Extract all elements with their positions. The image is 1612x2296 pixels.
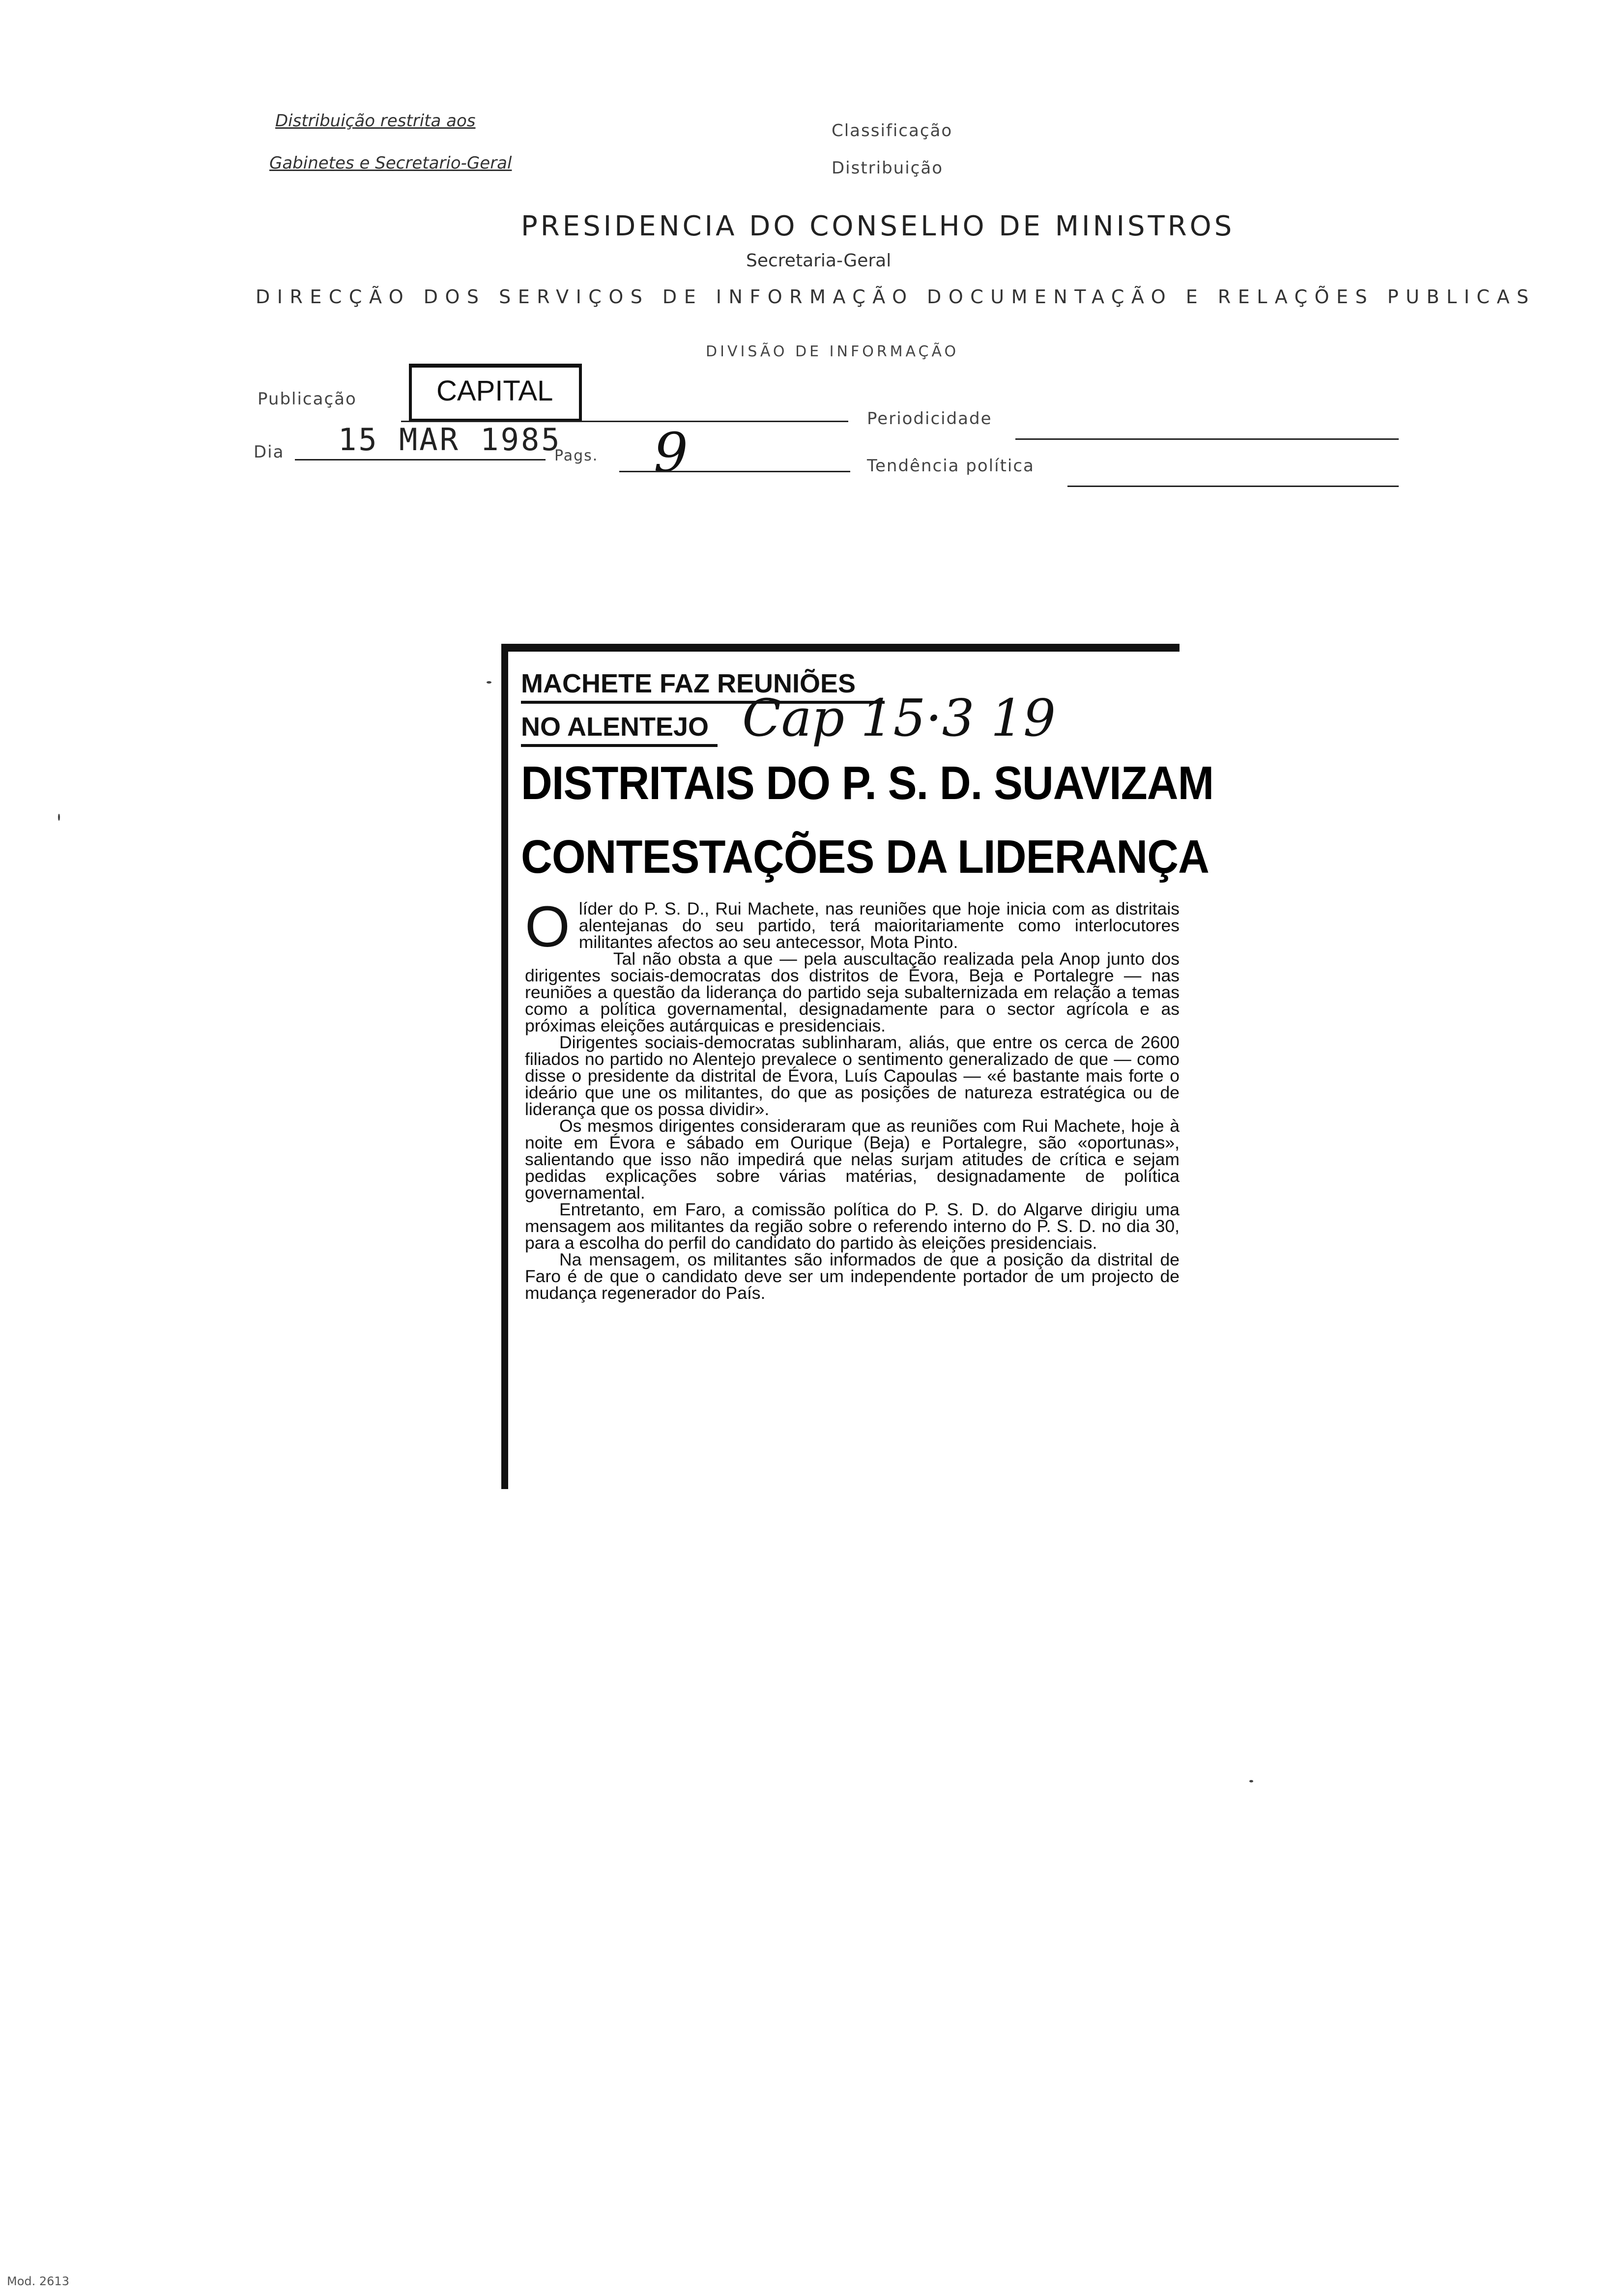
distribution-restricted-line: Distribuição restrita aos [275, 111, 476, 131]
article-paragraph: Tal não obsta a que — pela auscultação realizada pela Anop junto dos dirigentes sociais-democratas dos distritos de Évora, Beja e Portalegre — nas reuniões a questão da liderança do partido seja subalternizada em relação a temas como a política governamental, designadamente para o sector agrícola e as próximas eleições autárquicas e presidenciais. [525, 949, 1180, 1035]
dia-rule [295, 459, 546, 460]
publicacao-label: Publicação [258, 389, 357, 409]
article-headline-line2: CONTESTAÇÕES DA LIDERANÇA [521, 831, 1209, 883]
article-paragraph: Olíder do P. S. D., Rui Machete, nas reuniões que hoje inicia com as distritais alentejanas do seu partido, terá maioritariamente como interlocutores militantes afectos ao seu antecessor, Mota Pinto. [525, 894, 1180, 959]
article-body [525, 894, 1180, 1303]
periodicidade-rule [1015, 438, 1399, 440]
classification-label: Classificação [832, 121, 953, 141]
scan-speck [58, 814, 60, 821]
dropcap: O [525, 894, 570, 959]
form-code: Mod. 2613 [7, 2274, 69, 2288]
tendencia-label: Tendência política [867, 456, 1035, 476]
tendencia-rule [1067, 486, 1399, 487]
pags-value: 9 [654, 421, 688, 484]
publicacao-value: CAPITAL [436, 375, 553, 407]
handwritten-note: Cap 15·3 19 [742, 688, 1056, 748]
dia-label: Dia [254, 442, 285, 462]
dia-value: 15 MAR 1985 [338, 422, 562, 458]
article-headline-line1: DISTRITAIS DO P. S. D. SUAVIZAM [521, 757, 1214, 809]
article-kicker-line2: NO ALENTEJO [521, 712, 709, 742]
secretaria-geral-label: Secretaria-Geral [746, 251, 892, 271]
periodicidade-label: Periodicidade [867, 409, 992, 429]
pags-rule [619, 471, 850, 472]
article-paragraph: Dirigentes sociais-democratas sublinharam, aliás, que entre os cerca de 2600 filiados no partido no Alentejo prevalece o sentimento generalizado de que — como disse o presidente da distrital de Évora, Luís Capoulas — «é bastante mais forte o ideário que une os militantes, do que as posições de natureza estratégica ou de liderança que os possa dividir». [525, 1033, 1180, 1119]
scan-speck [1249, 1780, 1253, 1782]
article-paragraph: Entretanto, em Faro, a comissão política do P. S. D. do Algarve dirigiu uma mensagem aos militantes da região sobre o referendo interno do P. S. D. no dia 30, para a escolha do perfil do candidato do partido às eleições presidenciais. [525, 1200, 1180, 1253]
direccao-servicos-title: DIRECÇÃO DOS SERVIÇOS DE INFORMAÇÃO DOCUMENTAÇÃO E RELAÇÕES PUBLICAS [256, 286, 1536, 308]
kicker-underline-2 [521, 744, 718, 747]
article-kicker-line1: MACHETE FAZ REUNIÕES [521, 669, 856, 698]
distribution-label: Distribuição [832, 158, 944, 178]
pags-label: Pags. [554, 447, 599, 464]
scan-speck [487, 681, 491, 684]
divisao-informacao-label: DIVISÃO DE INFORMAÇÃO [706, 343, 959, 360]
distribution-offices-line: Gabinetes e Secretario-Geral [269, 153, 512, 173]
article-paragraph: Os mesmos dirigentes consideraram que as reuniões com Rui Machete, hoje à noite em Évora e sábado em Ourique (Beja) e Portalegre, são «oportunas», salientando que isso não impedirá que nelas surjam atitudes de crítica e sejam pedidas explicações sobre várias matérias, designadamente de política governamental. [525, 1116, 1180, 1203]
presidency-title: PRESIDENCIA DO CONSELHO DE MINISTROS [521, 210, 1235, 242]
article-paragraph: Na mensagem, os militantes são informados de que a posição da distrital de Faro é de que o candidato deve ser um independente portador de um projecto de mudança regenerador do País. [525, 1250, 1180, 1303]
